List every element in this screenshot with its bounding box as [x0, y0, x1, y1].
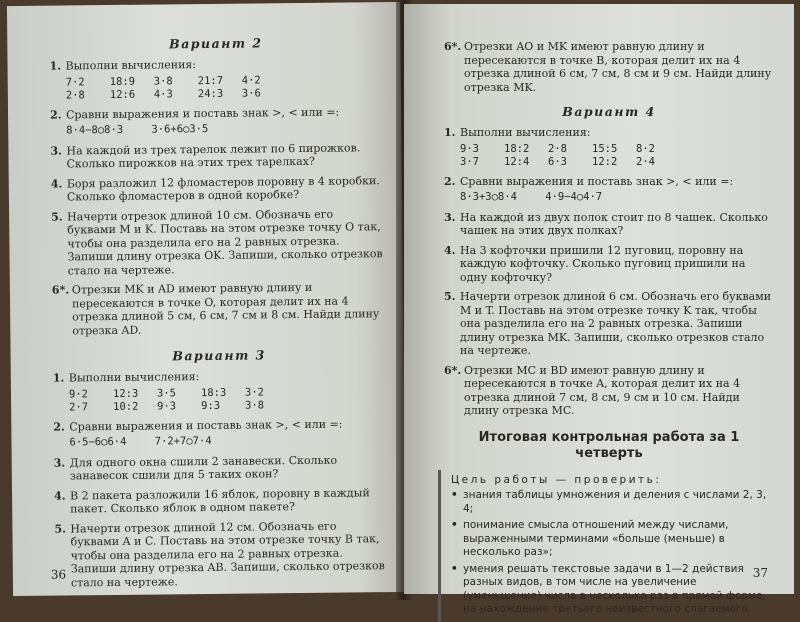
calc-cell: 2·8 — [65, 88, 85, 101]
goal-text: умения решать текстовые задачи в 1—2 действия разных видов, в том числе на увеличение (уменьшение) числа в несколько раз в прямой форме, на нахождение третьего неизвестного слагаемого. — [463, 562, 766, 615]
calc-cell: 18:2 — [504, 142, 530, 155]
calc-cell: 2·7 — [69, 400, 89, 413]
v3-task-6 — [444, 40, 774, 94]
calc-cell: 21:7 — [197, 74, 224, 87]
calc-cell: 4·3 — [153, 87, 173, 101]
task-text: Сравни выражения и поставь знак >, < или =: — [65, 105, 340, 121]
calc-cell: 3·8 — [245, 398, 265, 412]
v4-task-5 — [444, 290, 774, 358]
task-text: Начерти отрезок длиной 12 см. Обозначь его буквами A и C. Поставь на этом отрезке точку B так, чтобы она разделила его на 2 равных отрезка. Запиши длину отрезка AB. Запиши, сколько отрезков стало на чертеже. — [70, 519, 385, 589]
goal-text: понимание смысла отношений между числами, выраженными терминами «больше (меньше) в несколько раз»; — [463, 519, 729, 558]
v3-task-5 — [54, 519, 388, 590]
compare-expr: 8·4−8○8·3 — [66, 123, 124, 137]
page-number: 37 — [752, 566, 768, 580]
task-number: 6*. — [51, 283, 70, 297]
calc-cell: 9:3 — [201, 399, 221, 412]
calc-cell: 6·3 — [548, 155, 567, 168]
calc-grid — [69, 385, 386, 414]
v2-task-5 — [51, 207, 385, 278]
v3-task-2 — [53, 417, 386, 450]
task-number: 5. — [444, 290, 456, 303]
calc-cell: 12:3 — [112, 387, 139, 400]
calc-cell: 12:2 — [592, 155, 618, 168]
task-text: Сравни выражения и поставь знак >, < или =: — [460, 174, 734, 188]
page-number: 36 — [50, 567, 67, 582]
v3-task-1 — [53, 368, 386, 414]
goal-item — [451, 519, 768, 560]
v2-task-6 — [52, 280, 386, 337]
v4-task-4 — [444, 244, 774, 285]
task-number: 6*. — [444, 363, 462, 377]
goal-item — [451, 489, 768, 516]
task-text: Выполни вычисления: — [460, 126, 591, 139]
task-text: Сравни выражения и поставь знак >, < или =: — [69, 417, 343, 433]
goal-box — [438, 470, 774, 622]
calc-grid — [66, 73, 383, 102]
v2-task-4 — [51, 174, 384, 204]
calc-cell: 9·2 — [68, 387, 89, 400]
v2-task-3 — [50, 141, 383, 171]
variant-3-title: Вариант 3 — [172, 347, 266, 364]
bullet-icon: • — [451, 519, 458, 531]
task-number: 4. — [444, 243, 456, 257]
task-text: Выполни вычисления: — [65, 58, 197, 73]
task-text: Отрезки AO и MK имеют равную длину и пересекаются в точке B, которая делит их на 4 отрезка длиной 6 см, 7 см, 8 см и 9 см. Найди длину отрезка MK. — [464, 40, 772, 94]
compare-expr: 8·3+3○8·4 — [460, 191, 517, 203]
task-number: 2. — [444, 174, 456, 188]
right-page — [404, 4, 794, 615]
task-text: Начерти отрезок длиной 10 см. Обозначь его буквами M и K. Поставь на этом отрезке точку O так, чтобы она разделила его на 2 равных отрезка. Запиши длину отрезка OK. Запиши, сколько отрезков стало на чертеже. — [67, 207, 383, 277]
calc-cell: 8·2 — [636, 142, 655, 155]
task-text: Выполни вычисления: — [68, 370, 200, 385]
task-text: Боря разложил 12 фломастеров поровну в 4 коробки. Сколько фломастеров в одной коробке? — [66, 173, 380, 204]
task-number: 2. — [49, 108, 62, 122]
calc-cell: 9·3 — [157, 399, 177, 413]
v2-task-1 — [49, 56, 382, 102]
task-text: Для одного окна сшили 2 занавески. Сколько занавесок сшили для 5 таких окон? — [69, 453, 338, 483]
calc-cell: 18:9 — [109, 75, 136, 88]
calc-cell: 2·4 — [636, 155, 655, 168]
calc-cell: 12:6 — [109, 88, 136, 101]
compare-row — [460, 191, 774, 205]
calc-cell: 15:5 — [592, 142, 618, 155]
compare-expr: 4·9−4○4·7 — [545, 191, 603, 203]
bullet-icon: • — [451, 562, 458, 575]
variant-4-title: Вариант 4 — [562, 104, 656, 119]
task-text: На каждой из двух полок стоит по 8 чашек. Сколько чашек на этих двух полках? — [460, 210, 768, 237]
calc-grid — [460, 143, 774, 169]
compare-expr: 3·6+6○3·5 — [151, 122, 209, 136]
task-number: 1. — [444, 126, 456, 139]
bullet-icon: • — [451, 489, 458, 501]
task-text: Отрезки MC и BD имеют равную длину и пересекаются в точке A, которая делит их на 4 отрезка длиной 7 см, 8 см, 9 см и 10 см. Найди длину отрезка MC. — [464, 363, 741, 417]
task-number: 1. — [52, 371, 65, 385]
calc-cell: 18:3 — [200, 386, 227, 399]
task-number: 6*. — [444, 40, 462, 53]
calc-cell: 3·5 — [156, 386, 177, 400]
task-number: 5. — [51, 210, 63, 224]
calc-cell: 2·8 — [548, 142, 567, 155]
task-text: Начерти отрезок длиной 6 см. Обозначь его буквами M и T. Поставь на этом отрезке точку K так, чтобы она разделила его на 2 равных отрезка. Запиши длину отрезка MK. Запиши, сколько отрезков стало на чертеже. — [460, 290, 772, 357]
task-text: На каждой из трех тарелок лежит по 6 пирожков. Сколько пирожков на этих трех тарелках? — [66, 140, 361, 171]
calc-cell: 24:3 — [197, 87, 224, 100]
compare-expr: 6·5−6○6·4 — [69, 435, 127, 449]
calc-cell: 9·3 — [460, 142, 479, 155]
compare-expr: 7·2+7○7·4 — [154, 434, 212, 448]
calc-cell: 3·7 — [460, 155, 479, 168]
goal-item — [451, 563, 768, 617]
task-number: 3. — [53, 455, 66, 470]
final-test-title: Итоговая контрольная работа за 1 четверть — [478, 429, 740, 461]
v4-task-2 — [444, 175, 774, 205]
task-number: 4. — [53, 488, 66, 503]
calc-cell: 7·2 — [65, 75, 85, 88]
left-page — [7, 2, 406, 596]
task-number: 3. — [444, 210, 456, 224]
goal-text: знания таблицы умножения и деления с числами 2, 3, 4; — [463, 489, 767, 515]
variant-2-title: Вариант 2 — [168, 35, 263, 52]
task-number: 2. — [53, 419, 65, 434]
task-number: 3. — [50, 144, 62, 158]
v3-task-3 — [54, 453, 387, 483]
task-number: 4. — [50, 177, 63, 191]
goal-heading: Цель работы — проверить: — [451, 473, 662, 486]
calc-cell: 3·2 — [244, 385, 265, 399]
compare-row — [69, 433, 386, 450]
compare-row — [66, 121, 383, 138]
task-text: На 3 кофточки пришили 12 пуговиц, поровну на каждую кофточку. Сколько пуговиц пришили на одну кофточку? — [460, 243, 746, 284]
calc-cell: 4·2 — [241, 73, 261, 87]
task-text: В 2 пакета разложили 16 яблок, поровну в каждый пакет. Сколько яблок в одном пакете? — [69, 485, 370, 516]
v3-task-4 — [54, 486, 387, 516]
calc-cell: 3·6 — [241, 86, 261, 100]
calc-cell: 12:4 — [504, 155, 530, 168]
v4-task-1 — [444, 126, 774, 169]
calc-cell: 10:2 — [113, 400, 139, 413]
calc-cell: 3·8 — [153, 74, 173, 88]
task-text: Отрезки MK и AD имеют равную длину и пересекаются в точке O, которая делит их на 4 отрезка длиной 5 см, 6 см, 7 см и 8 см. Найди длину отрезка AD. — [71, 280, 380, 337]
task-number: 5. — [54, 521, 66, 536]
v4-task-3 — [444, 211, 774, 238]
v4-task-6 — [444, 364, 774, 418]
task-number: 1. — [49, 59, 62, 73]
v2-task-2 — [50, 105, 383, 138]
